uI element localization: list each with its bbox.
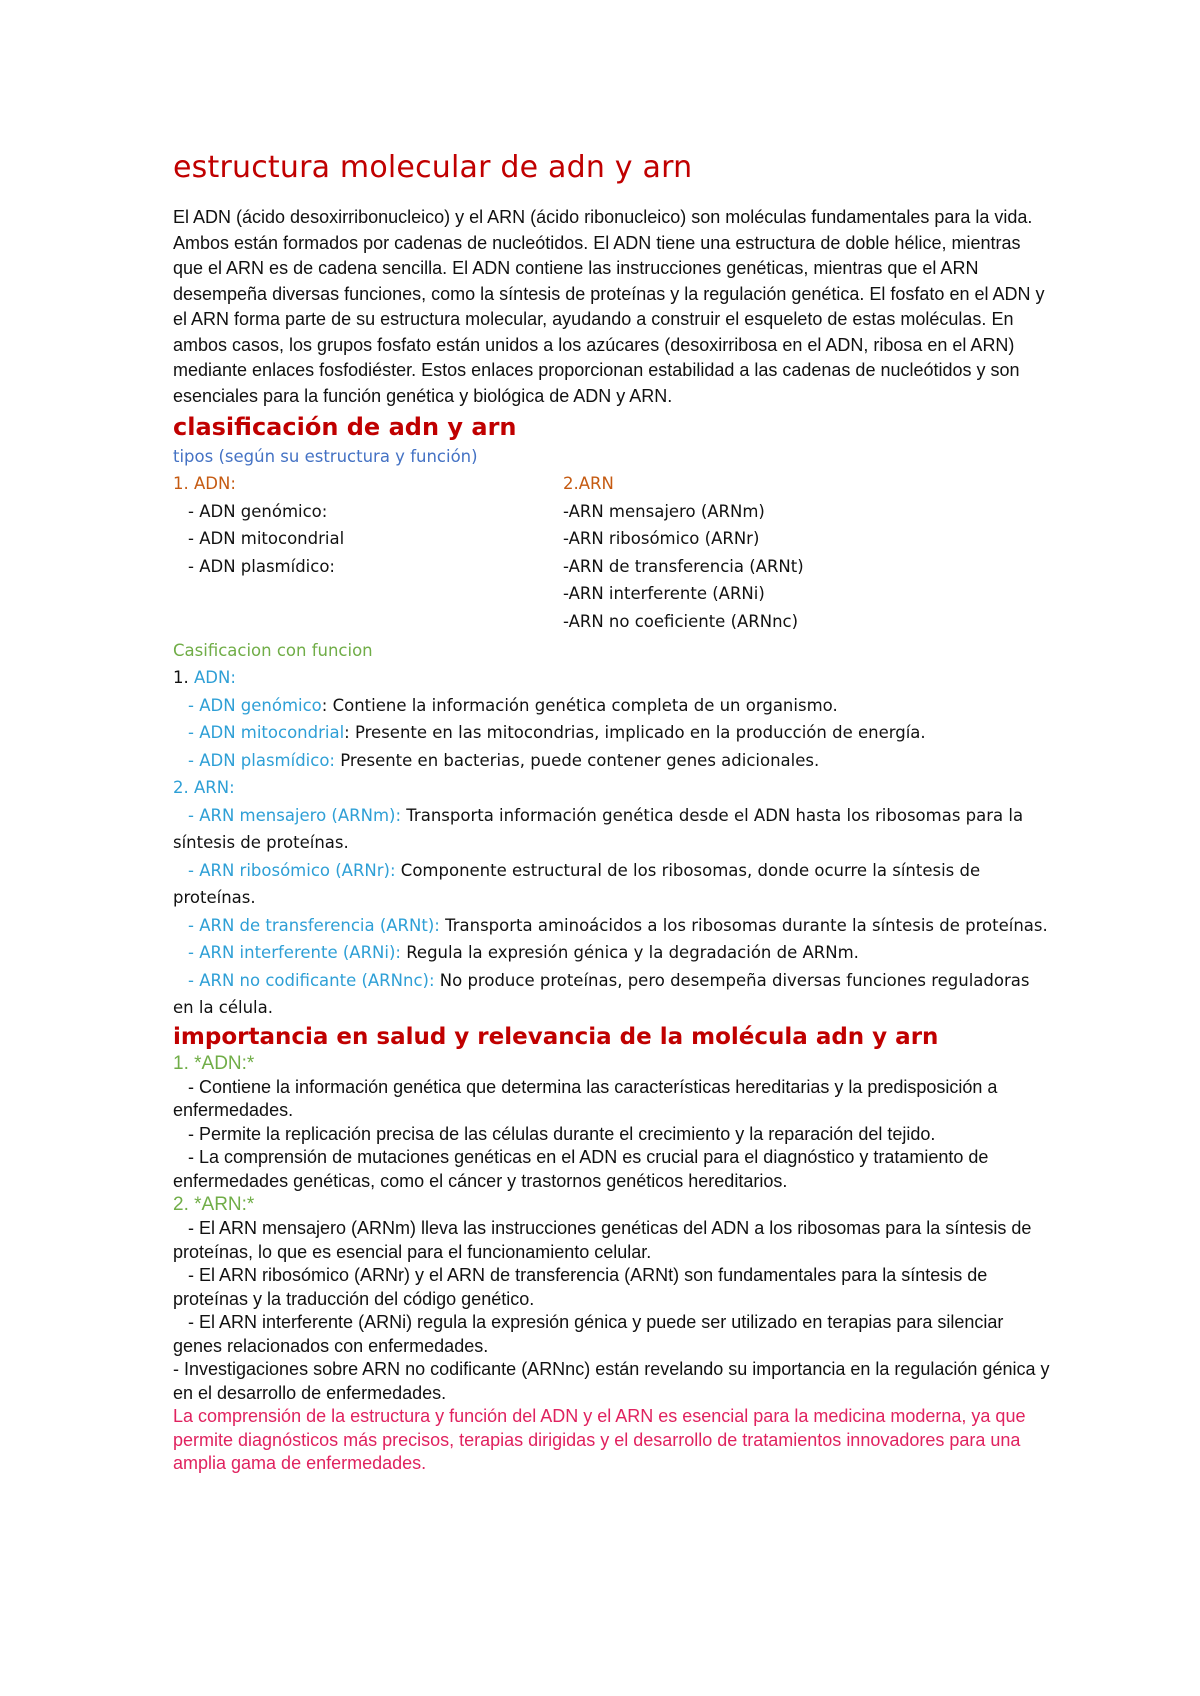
importancia-adn-heading: 1. *ADN:*	[173, 1052, 255, 1074]
adn-type-item: - ADN genómico:	[188, 501, 328, 521]
funcion-adn-heading	[173, 664, 1053, 692]
funcion-term: - ARN no codificante (ARNnc):	[188, 970, 435, 990]
funcion-term: - ARN interferente (ARNi):	[188, 943, 401, 962]
adn-types-heading: 1. ADN:	[173, 474, 236, 493]
adn-types-column	[173, 470, 563, 635]
tipos-columns	[173, 470, 1053, 635]
arn-types-heading: 2.ARN	[563, 474, 614, 493]
importancia-section	[173, 1052, 1053, 1476]
funcion-adn-item	[173, 692, 1053, 720]
funcion-term: - ADN mitocondrial	[188, 723, 345, 742]
funcion-desc: Regula la expresión génica y la degradación de ARNm.	[400, 943, 859, 962]
funcion-desc: Transporta información genética desde el ADN hasta los ribosomas para la síntesis de proteínas.	[173, 805, 1024, 852]
funcion-term: - ADN plasmídico:	[188, 750, 335, 770]
funcion-desc: Transporta aminoácidos a los ribosomas durante la síntesis de proteínas.	[439, 915, 1048, 935]
funcion-arn-item	[173, 939, 1053, 967]
arn-types-column	[563, 470, 1043, 635]
tipos-subheading: tipos (según su estructura y función)	[173, 447, 478, 466]
funcion-desc: : Contiene la información genética completa de un organismo.	[321, 695, 838, 715]
importancia-arn-item: - El ARN interferente (ARNi) regula la expresión génica y puede ser utilizado en terapias para silenciar genes relacionados con enfermedades.	[173, 1312, 1004, 1356]
funcion-desc: : Presente en las mitocondrias, implicado en la producción de energía.	[344, 723, 926, 742]
funcion-desc: Componente estructural de los ribosomas, donde ocurre la síntesis de proteínas.	[173, 860, 981, 907]
funcion-arn-item	[173, 857, 1053, 912]
conclusion-paragraph: La comprensión de la estructura y función del ADN y el ARN es esencial para la medicina moderna, ya que permite diagnósticos más precisos, terapias dirigidas y el desarrollo de tratamientos innovadores para una amplia gama de enfermedades.	[173, 1406, 1026, 1473]
importancia-arn-item: - Investigaciones sobre ARN no codificante (ARNnc) están revelando su importancia en la regulación génica y en el desarrollo de enfermedades.	[173, 1359, 1050, 1403]
importancia-arn-heading: 2. *ARN:*	[173, 1194, 255, 1215]
document-page	[173, 150, 1053, 1476]
funcion-arn-item	[173, 967, 1053, 1022]
arn-type-item: -ARN no coeficiente (ARNnc)	[563, 611, 799, 631]
funcion-term: - ADN genómico	[188, 695, 322, 715]
document-title: estructura molecular de adn y arn	[173, 150, 693, 185]
funcion-adn-label: ADN:	[188, 668, 236, 687]
adn-type-item: - ADN mitocondrial	[188, 529, 345, 548]
funcion-arn-item	[173, 802, 1053, 857]
funcion-desc: No produce proteínas, pero desempeña diversas funciones reguladoras en la célula.	[173, 970, 1030, 1017]
importancia-heading: importancia en salud y relevancia de la molécula adn y arn	[173, 1023, 939, 1050]
arn-type-item: -ARN mensajero (ARNm)	[563, 501, 765, 521]
importancia-adn-item: - Permite la replicación precisa de las células durante el crecimiento y la reparación del tejido.	[188, 1123, 936, 1144]
clasificacion-heading: clasificación de adn y arn	[173, 413, 517, 441]
funcion-arn-heading: 2. ARN:	[173, 778, 235, 797]
funcion-adn-number: 1.	[173, 668, 189, 687]
funcion-arn-item	[173, 912, 1053, 940]
importancia-adn-item: - La comprensión de mutaciones genéticas en el ADN es crucial para el diagnóstico y tratamiento de enfermedades genéticas, como el cáncer y trastornos genéticos hereditarios.	[173, 1147, 989, 1191]
funcion-desc: Presente en bacterias, puede contener genes adicionales.	[335, 750, 820, 770]
funcion-adn-item	[173, 747, 1053, 775]
arn-type-item: -ARN ribosómico (ARNr)	[563, 529, 760, 548]
funcion-section	[173, 664, 1053, 1022]
importancia-arn-item: - El ARN mensajero (ARNm) lleva las instrucciones genéticas del ADN a los ribosomas para la síntesis de proteínas, lo que es esencial para el funcionamiento celular.	[173, 1218, 1032, 1262]
arn-type-item: -ARN interferente (ARNi)	[563, 584, 765, 603]
adn-type-item: - ADN plasmídico:	[188, 556, 335, 576]
funcion-term: - ARN de transferencia (ARNt):	[188, 915, 440, 935]
funcion-adn-item	[173, 719, 1053, 747]
intro-paragraph: El ADN (ácido desoxirribonucleico) y el ARN (ácido ribonucleico) son moléculas fundamentales para la vida. Ambos están formados por cadenas de nucleótidos. El ADN tiene una estructura de doble hélice, mientras que el ARN es de cadena sencilla. El ADN contiene las instrucciones genéticas, mientras que el ARN desempeña diversas funciones, como la síntesis de proteínas y la regulación genética. El fosfato en el ADN y el ARN forma parte de su estructura molecular, ayudando a construir el esqueleto de estas moléculas. En ambos casos, los grupos fosfato están unidos a los azúcares (desoxirribosa en el ADN, ribosa en el ARN) mediante enlaces fosfodiéster. Estos enlaces proporcionan estabilidad a las cadenas de nucleótidos y son esenciales para la función genética y biológica de ADN y ARN.	[173, 207, 1045, 406]
funcion-term: - ARN mensajero (ARNm):	[188, 805, 402, 825]
arn-type-item: -ARN de transferencia (ARNt)	[563, 556, 804, 576]
funcion-subheading: Casificacion con funcion	[173, 641, 373, 660]
importancia-arn-item: - El ARN ribosómico (ARNr) y el ARN de transferencia (ARNt) son fundamentales para la síntesis de proteínas y la traducción del código genético.	[173, 1265, 988, 1309]
importancia-adn-item: - Contiene la información genética que determina las características hereditarias y la predisposición a enfermedades.	[173, 1076, 998, 1120]
funcion-term: - ARN ribosómico (ARNr):	[188, 860, 396, 880]
